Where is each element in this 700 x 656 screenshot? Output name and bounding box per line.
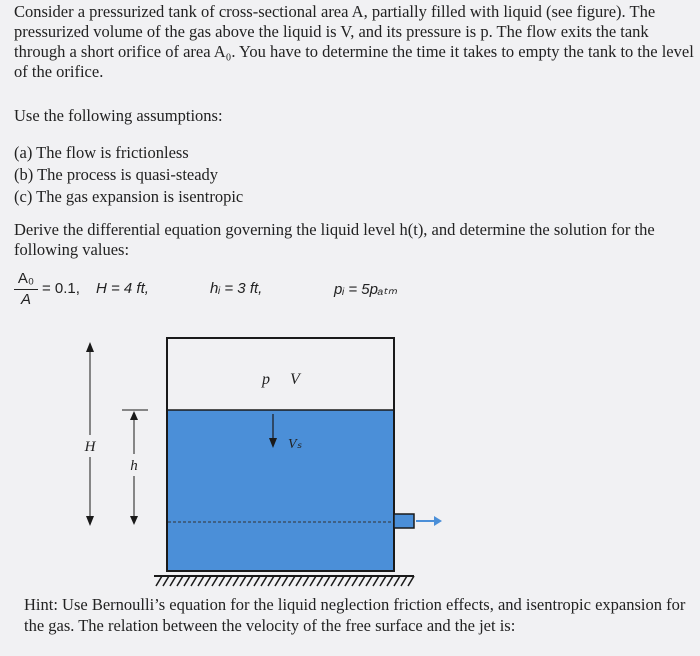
initial-height-value: hᵢ = 3 ft, bbox=[210, 280, 263, 297]
h-arrow-top bbox=[130, 411, 138, 420]
hatch-mark bbox=[170, 576, 176, 586]
derive-instruction: Derive the differential equation governing the liquid level h(t), and determine the solution for the following values: bbox=[14, 220, 655, 259]
assumptions-heading: Use the following assumptions: bbox=[14, 106, 223, 125]
hatch-mark bbox=[387, 576, 393, 586]
problem-intro: Consider a pressurized tank of cross-sectional area A, partially filled with liquid (see figure). The pressurized volume of the gas above the liquid is V, and its pressure is p. The flow exits the tank through a short orifice of area A₀. You have to determine the time it takes to empty the tank to the level of the orifice. bbox=[14, 2, 694, 81]
hatch-mark bbox=[191, 576, 197, 586]
hatch-mark bbox=[275, 576, 281, 586]
hatch-mark bbox=[198, 576, 204, 586]
assumptions-list bbox=[14, 142, 694, 208]
H-arrow-bottom bbox=[86, 516, 94, 526]
ground-hatch bbox=[156, 576, 414, 586]
hatch-mark bbox=[296, 576, 302, 586]
h-arrow-bottom bbox=[130, 516, 138, 525]
fraction-bar bbox=[14, 289, 38, 290]
jet-arrow-head bbox=[434, 516, 442, 526]
area-ratio-fraction bbox=[14, 270, 38, 309]
hatch-mark bbox=[212, 576, 218, 586]
H-arrow-top bbox=[86, 342, 94, 352]
fraction-denominator: A bbox=[20, 291, 31, 308]
hatch-mark bbox=[303, 576, 309, 586]
area-ratio-value: = 0.1, bbox=[42, 280, 80, 297]
hatch-mark bbox=[240, 576, 246, 586]
hatch-mark bbox=[394, 576, 400, 586]
assumption-item: (b) The process is quasi-steady bbox=[14, 165, 219, 184]
liquid-region bbox=[168, 410, 394, 571]
h-label: h bbox=[130, 458, 138, 474]
hatch-mark bbox=[331, 576, 337, 586]
height-H-value: H = 4 ft, bbox=[96, 280, 149, 297]
hatch-mark bbox=[289, 576, 295, 586]
hatch-mark bbox=[163, 576, 169, 586]
hatch-mark bbox=[233, 576, 239, 586]
assumption-item: (a) The flow is frictionless bbox=[14, 143, 189, 162]
initial-pressure-value: pᵢ = 5pₐₜₘ bbox=[334, 281, 398, 298]
hatch-mark bbox=[366, 576, 372, 586]
hatch-mark bbox=[282, 576, 288, 586]
hatch-mark bbox=[268, 576, 274, 586]
volume-label: V bbox=[290, 371, 300, 388]
hatch-mark bbox=[373, 576, 379, 586]
hatch-mark bbox=[226, 576, 232, 586]
assumption-item: (c) The gas expansion is isentropic bbox=[14, 187, 244, 206]
hatch-mark bbox=[352, 576, 358, 586]
hatch-mark bbox=[247, 576, 253, 586]
tank-figure bbox=[70, 330, 450, 592]
H-label: H bbox=[84, 439, 96, 455]
hatch-mark bbox=[254, 576, 260, 586]
hatch-mark bbox=[261, 576, 267, 586]
hatch-mark bbox=[408, 576, 414, 586]
hatch-mark bbox=[401, 576, 407, 586]
fraction-numerator: A₀ bbox=[17, 270, 35, 287]
orifice-nozzle bbox=[394, 514, 414, 528]
hatch-mark bbox=[380, 576, 386, 586]
pressure-label: p bbox=[262, 371, 270, 388]
hatch-mark bbox=[205, 576, 211, 586]
hatch-mark bbox=[219, 576, 225, 586]
hatch-mark bbox=[156, 576, 162, 586]
hatch-mark bbox=[345, 576, 351, 586]
hatch-mark bbox=[359, 576, 365, 586]
hatch-mark bbox=[338, 576, 344, 586]
surface-velocity-label: Vₛ bbox=[288, 437, 302, 452]
hint-text: Hint: Use Bernoulli’s equation for the liquid neglection friction effects, and isentropic expansion for the gas. The relation between the velocity of the free surface and the jet is: bbox=[24, 595, 686, 635]
hatch-mark bbox=[184, 576, 190, 586]
hatch-mark bbox=[177, 576, 183, 586]
hatch-mark bbox=[324, 576, 330, 586]
hatch-mark bbox=[317, 576, 323, 586]
hatch-mark bbox=[310, 576, 316, 586]
